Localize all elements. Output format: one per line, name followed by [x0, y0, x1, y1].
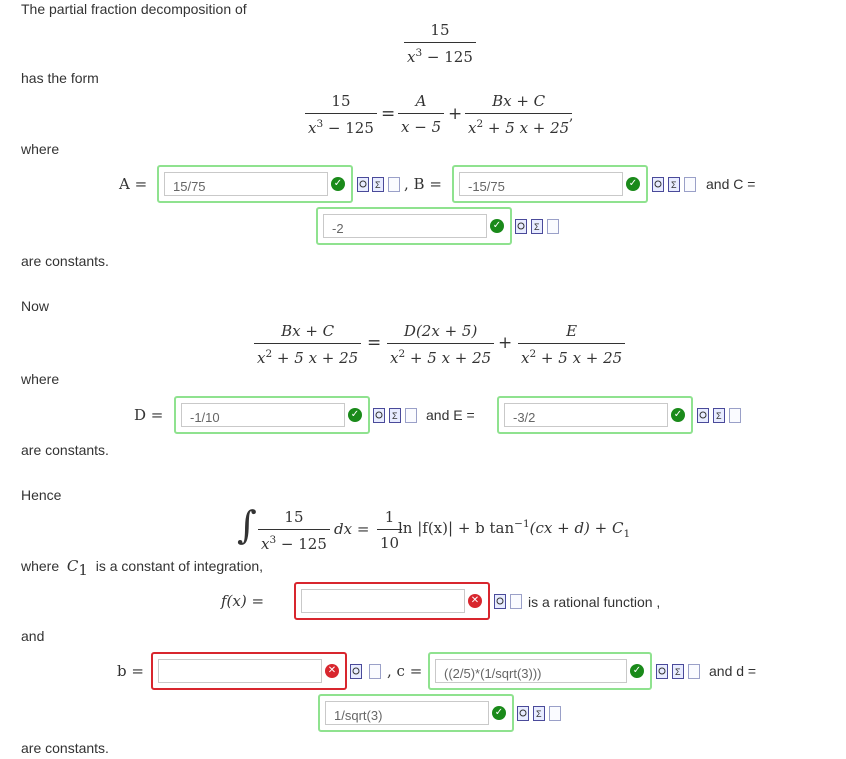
- input-c[interactable]: ((2/5)*(1/sqrt(3))): [435, 659, 627, 683]
- fraction-main: [404, 21, 476, 66]
- and-text: and: [21, 628, 45, 644]
- equation-editor-icon[interactable]: [672, 664, 684, 679]
- now-text: Now: [21, 298, 50, 314]
- input-A[interactable]: 15/75: [164, 172, 328, 196]
- input-E[interactable]: -3/2: [504, 403, 668, 427]
- plus-sign: +: [448, 104, 463, 124]
- label-A: A =: [119, 175, 148, 193]
- eq1-lhs-fraction: 15 $x^3 - 125$: [305, 92, 377, 137]
- preview-icon[interactable]: [515, 219, 527, 234]
- error-icon: ✕: [468, 594, 482, 608]
- preview-icon[interactable]: [373, 408, 385, 423]
- plus-sign: +: [498, 333, 513, 353]
- answer-box-d: [318, 694, 514, 732]
- label-D: D =: [134, 406, 164, 424]
- svg-text:Σ: Σ: [716, 411, 722, 421]
- answer-box-C: [316, 207, 512, 245]
- preview-icon[interactable]: [517, 706, 529, 721]
- preview-icon[interactable]: [697, 408, 709, 423]
- help-doc-icon[interactable]: [510, 594, 522, 609]
- integral-sign: ∫: [237, 503, 257, 547]
- input-b[interactable]: [158, 659, 322, 683]
- check-icon: ✓: [348, 408, 362, 422]
- equation-editor-icon[interactable]: [533, 706, 545, 721]
- preview-icon[interactable]: [652, 177, 664, 192]
- label-b: b =: [117, 662, 144, 680]
- check-icon: ✓: [671, 408, 685, 422]
- equals-sign: =: [367, 333, 382, 353]
- comma: ,: [569, 108, 574, 124]
- fraction-numerator: 15: [430, 21, 450, 39]
- answer-box-A: [157, 165, 353, 203]
- equals-sign: =: [381, 104, 396, 124]
- where-c1-text: where $C_1$ is a constant of integration,: [21, 557, 264, 579]
- preview-icon[interactable]: [656, 664, 668, 679]
- equation-editor-icon[interactable]: [372, 177, 384, 192]
- label-and-d: and d =: [709, 663, 757, 679]
- answer-box-D: [174, 396, 370, 434]
- eq1-A-fraction: A x − 5: [398, 92, 444, 136]
- input-D[interactable]: -1/10: [181, 403, 345, 427]
- input-d[interactable]: 1/sqrt(3): [325, 701, 489, 725]
- one-tenth-fraction: 1 10: [377, 508, 402, 552]
- dx-equals: dx =: [334, 520, 370, 538]
- help-doc-icon[interactable]: [729, 408, 741, 423]
- eq1-BC-fraction: Bx + C $x^2 + 5$ x + 25: [465, 92, 572, 137]
- check-icon: ✓: [630, 664, 644, 678]
- label-c: , c =: [387, 662, 423, 680]
- equation-editor-icon[interactable]: [531, 219, 543, 234]
- equation-editor-icon[interactable]: [389, 408, 401, 423]
- eq2-lhs-fraction: Bx + C $x^2 + 5$ x + 25: [254, 322, 361, 367]
- preview-icon[interactable]: [494, 594, 506, 609]
- hence-text: Hence: [21, 487, 62, 503]
- eq2-D-fraction: D(2x + 5) $x^2 + 5$ x + 25: [387, 322, 494, 367]
- input-C[interactable]: -2: [323, 214, 487, 238]
- rational-function-text: is a rational function ,: [528, 594, 661, 610]
- label-B: , B =: [404, 175, 442, 193]
- input-B[interactable]: -15/75: [459, 172, 623, 196]
- svg-text:Σ: Σ: [675, 667, 681, 677]
- help-doc-icon[interactable]: [549, 706, 561, 721]
- help-doc-icon[interactable]: [369, 664, 381, 679]
- fraction-denominator: $x^3 - 125$: [407, 47, 473, 66]
- are-constants-text: are constants.: [21, 442, 109, 458]
- input-f[interactable]: [301, 589, 465, 613]
- where-text: where: [21, 141, 60, 157]
- answer-box-E: [497, 396, 693, 434]
- help-doc-icon[interactable]: [547, 219, 559, 234]
- help-doc-icon[interactable]: [405, 408, 417, 423]
- help-doc-icon[interactable]: [684, 177, 696, 192]
- check-icon: ✓: [331, 177, 345, 191]
- svg-text:Σ: Σ: [536, 709, 542, 719]
- answer-box-c: [428, 652, 652, 690]
- svg-text:Σ: Σ: [671, 180, 677, 190]
- svg-text:Σ: Σ: [534, 222, 540, 232]
- help-doc-icon[interactable]: [388, 177, 400, 192]
- are-constants-text: are constants.: [21, 740, 109, 756]
- check-icon: ✓: [626, 177, 640, 191]
- label-and-E: and E =: [426, 407, 475, 423]
- svg-text:Σ: Σ: [392, 411, 398, 421]
- label-fx: f(x) =: [221, 592, 265, 610]
- check-icon: ✓: [490, 219, 504, 233]
- integrand-fraction: 15 $x^3 - 125$: [258, 508, 330, 553]
- are-constants-text: are constants.: [21, 253, 109, 269]
- preview-icon[interactable]: [357, 177, 369, 192]
- preview-icon[interactable]: [350, 664, 362, 679]
- check-icon: ✓: [492, 706, 506, 720]
- eq2-E-fraction: E $x^2 + 5$ x + 25: [518, 322, 625, 367]
- integral-result: ln |f(x)| + b $\tan^{-1}(cx + d) + C_1$: [398, 518, 631, 540]
- label-and-C: and C =: [706, 176, 756, 192]
- help-doc-icon[interactable]: [688, 664, 700, 679]
- equation-editor-icon[interactable]: [713, 408, 725, 423]
- answer-box-f: [294, 582, 490, 620]
- answer-box-b: [151, 652, 347, 690]
- error-icon: ✕: [325, 664, 339, 678]
- intro-text: The partial fraction decomposition of: [21, 1, 247, 17]
- svg-text:Σ: Σ: [375, 180, 381, 190]
- answer-box-B: [452, 165, 648, 203]
- where-text: where: [21, 371, 60, 387]
- equation-editor-icon[interactable]: [668, 177, 680, 192]
- has-form-text: has the form: [21, 70, 99, 86]
